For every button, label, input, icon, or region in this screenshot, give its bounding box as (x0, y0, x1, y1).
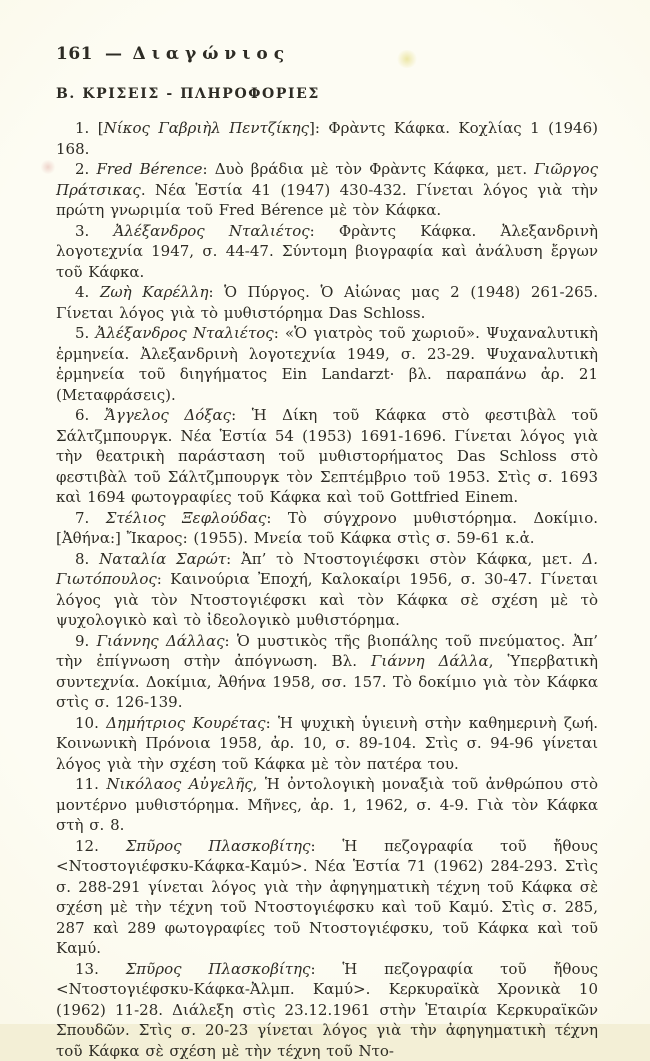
entry-number: 2. (75, 160, 96, 178)
bibliography-entry (56, 118, 598, 159)
entry-text-segment: : Ἡ ψυχικὴ ὑγιεινὴ στὴν καθημερινὴ ζωή. Κοινωνικὴ Πρόνοια 1958, ἀρ. 10, σ. 89-104. Στὶς σ. 94-96 γίνεται λόγος γιὰ τὴν σχέση τοῦ Κάφκα μὲ τὸν πατέρα του. (56, 714, 598, 773)
entry-number: 12. (75, 837, 126, 855)
entry-number: 5. (75, 324, 96, 342)
bibliography-entry (56, 221, 598, 283)
entry-author-name: Ἀλέξανδρος Νταλιέτος (114, 222, 310, 240)
bibliography-entry (56, 323, 598, 405)
entry-text-segment: : Καινούρια Ἐποχή, Καλοκαίρι 1956, σ. 30-47. Γίνεται λόγος γιὰ τὸν Ντοστογιέφσκι καὶ τὸν Κάφκα σὲ σχέση μὲ τὸ ψυχολογικὸ καὶ τὸ ἰδεολογικὸ μυθιστόρημα. (56, 570, 598, 629)
entry-author-name: Στέλιος Ξεφλούδας (106, 509, 267, 527)
entry-number: 13. (75, 960, 126, 978)
entry-text-segment: ]: Φρὰντς Κάφκα. Κοχλίας 1 (1946) 168. (56, 119, 598, 158)
entry-text-segment: : Ἡ πεζογραφία τοῦ ἤθους <Ντοστογιέφσκυ-Κάφκα-Ἀλμπ. Καμύ>. Κερκυραϊκὰ Χρονικὰ 10 (1962) 11-28. Διάλεξη στὶς 23.12.1961 στὴν Ἑταιρία Κερκυραϊκῶν Σπουδῶν. Στὶς σ. 20-23 γίνεται λόγος γιὰ τὴν ἀφηγηματικὴ τέχνη τοῦ Κάφκα σὲ σχέση μὲ τὴν τέχνη τοῦ Ντο- (56, 960, 598, 1060)
entry-text-segment: [ (98, 119, 104, 137)
entry-author-name: Νικόλαος Αὐγελῆς (106, 775, 252, 793)
entry-author-name: Ἀλέξανδρος Νταλιέτος (96, 324, 274, 342)
entry-text-segment: : Τὸ σύγχρονο μυθιστόρημα. Δοκίμιο. [Ἀθήνα:] Ἴκαρος: (1955). Μνεία τοῦ Κάφκα στὶς σ. 59-61 κ.ἀ. (56, 509, 598, 548)
entry-author-name: Δ. Γιωτόπουλος (56, 550, 598, 589)
journal-title: Διαγώνιος (133, 44, 291, 64)
bibliography-entry (56, 774, 598, 836)
entry-author-name: Νίκος Γαβριὴλ Πεντζίκης (104, 119, 309, 137)
entry-author-name: Ἄγγελος Δόξας (105, 406, 231, 424)
entry-author-name: Σπῦρος Πλασκοβίτης (126, 960, 311, 978)
entry-text-segment: : Δυὸ βράδια μὲ τὸν Φρὰντς Κάφκα, μετ. (203, 160, 535, 178)
entry-number: 7. (75, 509, 106, 527)
entry-text-segment: . Νέα Ἑστία 41 (1947) 430-432. Γίνεται λόγος γιὰ τὴν πρώτη γνωριμία τοῦ Fred Bérence μὲ τὸν Κάφκα. (56, 181, 598, 220)
section-heading: Β. ΚΡΙΣΕΙΣ - ΠΛΗΡΟΦΟΡΙΕΣ (56, 86, 598, 102)
entry-author-name: Fred Bérence (96, 160, 202, 178)
bibliography-entry (56, 713, 598, 775)
entry-text-segment: , Ἡ ὀντολογικὴ μοναξιὰ τοῦ ἀνθρώπου στὸ μοντέρνο μυθιστόρημα. Μῆνες, ἀρ. 1, 1962, σ. 4-9. Γιὰ τὸν Κάφκα στὴ σ. 8. (56, 775, 598, 834)
bibliography-entry (56, 508, 598, 549)
entry-text-segment: : Ὁ Πύργος. Ὁ Αἰώνας μας 2 (1948) 261-265. Γίνεται λόγος γιὰ τὸ μυθιστόρημα Das Schloss. (56, 283, 598, 322)
entry-author-name: Δημήτριος Κουρέτας (106, 714, 265, 732)
bibliography-list (56, 118, 598, 1061)
entry-text-segment: : Φρὰντς Κάφκα. Ἀλεξανδρινὴ λογοτεχνία 1947, σ. 44-47. Σύντομη βιογραφία καὶ ἀνάλυση ἔργων τοῦ Κάφκα. (56, 222, 598, 281)
entry-author-name: Γιάννης Δάλλας (97, 632, 225, 650)
entry-number: 11. (75, 775, 106, 793)
entry-number: 4. (75, 283, 100, 301)
bibliography-entry (56, 405, 598, 508)
bibliography-entry (56, 282, 598, 323)
page-number: 161 (56, 44, 93, 64)
entry-number: 6. (75, 406, 105, 424)
header-separator: — (105, 44, 123, 64)
entry-text-segment: : Ἡ πεζογραφία τοῦ ἤθους <Ντοστογιέφσκυ-Κάφκα-Καμύ>. Νέα Ἑστία 71 (1962) 284-293. Στὶς σ. 288-291 γίνεται λόγος γιὰ τὴν ἀφηγηματικὴ τέχνη τοῦ Κάφκα σὲ σχέση μὲ τὴν τέχνη τοῦ Ντοστογιέφσκυ καὶ τοῦ Καμύ. Στὶς σ. 285, 287 καὶ 289 φωτογραφίες τοῦ Ντοστογιέφσκυ, τοῦ Κάφκα καὶ τοῦ Καμύ. (56, 837, 598, 958)
entry-author-name: Σπῦρος Πλασκοβίτης (126, 837, 311, 855)
entry-number: 1. (75, 119, 98, 137)
bibliography-entry (56, 631, 598, 713)
entry-number: 8. (75, 550, 99, 568)
entry-author-name: Ναταλία Σαρώτ (99, 550, 226, 568)
entry-text-segment: , Ὑπερβατικὴ συντεχνία. Δοκίμια, Ἀθήνα 1958, σσ. 157. Τὸ δοκίμιο γιὰ τὸν Κάφκα στὶς σ. 126-139. (56, 652, 598, 711)
entry-number: 3. (75, 222, 114, 240)
bibliography-entry (56, 959, 598, 1061)
bibliography-entry (56, 836, 598, 959)
entry-author-name: Ζωὴ Καρέλλη (100, 283, 208, 301)
entry-text-segment: : Ὁ μυστικὸς τῆς βιοπάλης τοῦ πνεύματος. Ἀπ’ τὴν ἐπίγνωση στὴν ἀπόγνωση. Βλ. (56, 632, 598, 671)
entry-author-name: Γιάννη Δάλλα (371, 652, 489, 670)
bibliography-entry (56, 549, 598, 631)
entry-text-segment: : Ἡ Δίκη τοῦ Κάφκα στὸ φεστιβὰλ τοῦ Σάλτζμπουργκ. Νέα Ἑστία 54 (1953) 1691-1696. Γίνεται λόγος γιὰ τὴν θεατρικὴ παράσταση τοῦ μυθιστορήματος Das Schloss στὸ φεστιβὰλ τοῦ Σάλτζμπουργκ τὸν Σεπτέμβριο τοῦ 1953. Στὶς σ. 1693 καὶ 1694 φωτογραφίες τοῦ Κάφκα καὶ τοῦ Gottfried Einem. (56, 406, 598, 506)
paper-stain (40, 160, 56, 174)
entry-text-segment: : Ἀπ’ τὸ Ντοστογιέφσκι στὸν Κάφκα, μετ. (226, 550, 582, 568)
bibliography-entry (56, 159, 598, 221)
page-header (56, 44, 598, 64)
entry-text-segment: : «Ὁ γιατρὸς τοῦ χωριοῦ». Ψυχαναλυτικὴ ἑρμηνεία. Ἀλεξανδρινὴ λογοτεχνία 1949, σ. 23-29. Ψυχαναλυτικὴ ἑρμηνεία τοῦ διηγήματος Ein Landarzt· βλ. παραπάνω ἀρ. 21 (Μεταφράσεις). (56, 324, 598, 404)
entry-number: 9. (75, 632, 97, 650)
entry-number: 10. (75, 714, 106, 732)
entry-author-name: Γιῶργος Πράτσικας (56, 160, 598, 199)
